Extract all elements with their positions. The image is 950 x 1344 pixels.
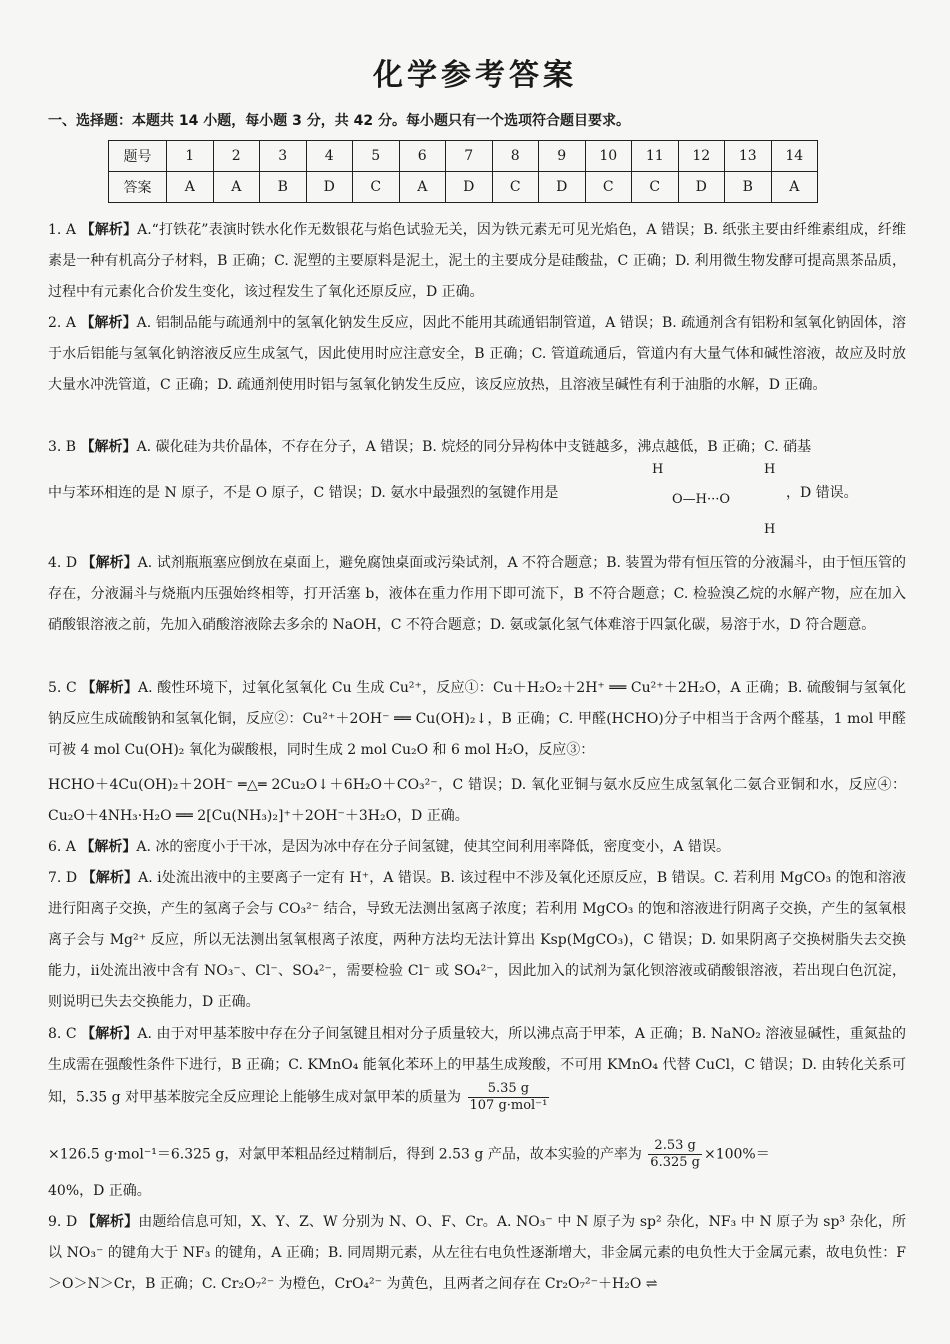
fraction-denominator: 6.325 g	[650, 1155, 700, 1170]
question-number: 5. C	[48, 680, 77, 696]
table-cell: D	[678, 172, 725, 203]
question-number: 7. D	[48, 870, 78, 886]
hydrogen-atom: H	[764, 462, 776, 477]
hydrogen-bond-structure	[650, 462, 780, 542]
analysis-tag: 【解析】	[81, 870, 139, 886]
table-cell: C	[632, 172, 679, 203]
table-cell: A	[213, 172, 260, 203]
explanation-text: A. 由于对甲基苯胺中存在分子间氢键且相对分子质量较大，所以沸点高于甲苯，A 正确；B. NaNO₂ 溶液显碱性，重氮盐的生成需在强酸性条件下进行，B 正确；C. KMnO₄ 能氧化苯环上的甲基生成羧酸，不可用 KMnO₄ 代替 CuCl，C 错误；D. 由转化关系可知，5.35 g 对甲基苯胺完全反应理论上能够生成对氯甲苯的质量为	[48, 1026, 906, 1106]
explanation-text: A. 铝制品能与疏通剂中的氢氧化钠发生反应，因此不能用其疏通铝制管道，A 错误；B. 疏通剂含有铝粉和氢氧化钠固体，溶于水后铝能与氢氧化钠溶液反应生成氢气，因此使用时应注意安全，B 正确；C. 管道疏通后，管道内有大量气体和碱性溶液，故应及时放大量水冲洗管道，C 正确；D. 疏通剂使用时铝与氢氧化钠发生反应，该反应放热，且溶液呈碱性有利于油脂的水解，D 正确。	[48, 315, 906, 393]
fraction-denominator: 107 g·mol⁻¹	[469, 1098, 548, 1113]
question-number: 9. D	[48, 1214, 78, 1230]
table-cell: D	[306, 172, 353, 203]
explanation-q6	[48, 832, 906, 863]
analysis-tag: 【解析】	[81, 555, 138, 571]
table-cell: A	[771, 172, 818, 203]
table-cell: 6	[399, 141, 446, 172]
explanation-text: A. ⅰ处流出液中的主要离子一定有 H⁺，A 错误。B. 该过程中不涉及氧化还原反应，B 错误。C. 若利用 MgCO₃ 的饱和溶液进行阳离子交换，产生的氢离子会与 CO₃²⁻ 结合，导致无法测出氢离子浓度；若利用 MgCO₃ 的饱和溶液进行阴离子交换，产生的氢氧根离子会与 Mg²⁺ 反应，所以无法测出氢氧根离子浓度，两种方法均无法计算出 Ksp(MgCO₃)，C 错误；D. 如果阴离子交换树脂失去交换能力，ⅱ处流出液中含有 NO₃⁻、Cl⁻、SO₄²⁻，需要检验 Cl⁻ 或 SO₄²⁻，因此加入的试剂为氯化钡溶液或硝酸银溶液，若出现白色沉淀，则说明已失去交换能力，D 正确。	[48, 870, 907, 1010]
table-cell: 8	[492, 141, 539, 172]
fraction-mass	[468, 1081, 550, 1114]
analysis-tag: 【解析】	[80, 439, 137, 455]
table-cell: 9	[539, 141, 586, 172]
table-row-numbers	[109, 141, 818, 172]
answer-table	[108, 140, 818, 203]
question-number: 2. A	[48, 315, 76, 331]
question-number: 1. A	[48, 222, 77, 238]
explanation-text: ×126.5 g·mol⁻¹＝6.325 g，对氯甲苯粗品经过精制后，得到 2.53 g 产品，故本实验的产率为	[48, 1146, 642, 1163]
explanation-q3-line2	[48, 478, 648, 509]
explanation-q5	[48, 673, 906, 766]
table-cell: 2	[213, 141, 260, 172]
question-number: 8. C	[48, 1026, 77, 1042]
table-cell: 7	[446, 141, 493, 172]
table-cell: A	[399, 172, 446, 203]
table-cell: D	[446, 172, 493, 203]
explanation-text: ×100%＝	[703, 1146, 770, 1163]
table-cell: 12	[678, 141, 725, 172]
question-number: 3. B	[48, 439, 77, 455]
section-heading: 一、选择题：本题共 14 小题，每小题 3 分，共 42 分。每小题只有一个选项符合题目要求。	[48, 113, 630, 129]
fraction-numerator: 5.35 g	[468, 1081, 550, 1098]
table-cell: C	[353, 172, 400, 203]
explanation-q1	[48, 215, 906, 308]
explanation-q7	[48, 863, 906, 1018]
explanation-text: A. 试剂瓶瓶塞应倒放在桌面上，避免腐蚀桌面或污染试剂，A 不符合题意；B. 装置为带有恒压管的分液漏斗，由于恒压管的存在，分液漏斗与烧瓶内压强始终相等，打开活塞 b，液体在重力作用下即可流下，B 不符合题意；C. 检验溴乙烷的水解产物，应在加入硝酸银溶液之前，先加入硝酸溶液除去多余的 NaOH，C 不符合题意；D. 氨或氯化氢气体难溶于四氯化碳，易溶于水，D 符合题意。	[48, 555, 906, 633]
table-cell: B	[260, 172, 307, 203]
analysis-tag: 【解析】	[80, 222, 138, 238]
question-number: 4. D	[48, 555, 78, 571]
table-cell: 10	[585, 141, 632, 172]
explanation-text: ，D 错误。	[786, 485, 858, 501]
explanation-q5-cont	[48, 770, 906, 832]
table-cell: A	[167, 172, 214, 203]
explanation-text: A.“打铁花”表演时铁水化作无数银花与焰色试验无关，因为铁元素无可见光焰色，A 错误；B. 纸张主要由纤维素组成，纤维素是一种有机高分子材料，B 正确；C. 泥塑的主要原料是泥土，泥土的主要成分是硅酸盐，C 正确；D. 利用微生物发酵可提高黑茶品质，过程中有元素化合价发生变化，该过程发生了氧化还原反应，D 正确。	[48, 222, 907, 300]
explanation-q3	[48, 432, 906, 463]
explanation-text: A. 碳化硅为共价晶体，不存在分子，A 错误；B. 烷烃的同分异构体中支链越多，沸点越低，B 正确；C. 硝基	[136, 439, 812, 455]
fraction-numerator: 2.53 g	[648, 1138, 702, 1155]
analysis-tag: 【解析】	[81, 680, 139, 696]
explanation-q2	[48, 308, 906, 401]
explanation-text: A. 冰的密度小于干冰，是因为冰中存在分子间氢键，使其空间利用率降低，密度变小，A 错误。	[136, 839, 730, 855]
explanation-text: 40%，D 正确。	[48, 1183, 151, 1199]
explanation-text: HCHO＋4Cu(OH)₂＋2OH⁻ ═△═ 2Cu₂O↓＋6H₂O＋CO₃²⁻，C 错误；D. 氧化亚铜与氨水反应生成氢氧化二氨合亚铜和水，反应④：Cu₂O＋4NH₃·H₂O ══ 2[Cu(NH₃)₂]⁺＋2OH⁻＋3H₂O，D 正确。	[48, 777, 906, 824]
table-cell: 3	[260, 141, 307, 172]
explanation-q8-cont	[48, 1138, 906, 1171]
table-cell: 1	[167, 141, 214, 172]
explanation-q9	[48, 1207, 906, 1300]
explanation-text: A. 酸性环境下，过氧化氢氧化 Cu 生成 Cu²⁺，反应①：Cu＋H₂O₂＋2H⁺ ══ Cu²⁺＋2H₂O，A 正确；B. 硫酸铜与氢氧化钠反应生成硫酸钠和氢氧化铜，反应②：Cu²⁺＋2OH⁻ ══ Cu(OH)₂↓，B 正确；C. 甲醛(HCHO)分子中相当于含两个醛基，1 mol 甲醛可被 4 mol Cu(OH)₂ 氧化为碳酸根，同时生成 2 mol Cu₂O 和 6 mol H₂O，反应③：	[48, 680, 906, 758]
explanation-text: 由题给信息可知，X、Y、Z、W 分别为 N、O、F、Cr。A. NO₃⁻ 中 N 原子为 sp² 杂化，NF₃ 中 N 原子为 sp³ 杂化，所以 NO₃⁻ 的键角大于 NF₃ 的键角，A 正确；B. 同周期元素，从左往右电负性逐渐增大，非金属元素的电负性大于金属元素，故电负性：F＞O＞N＞Cr，B 正确；C. Cr₂O₇²⁻ 为橙色，CrO₄²⁻ 为黄色，且两者之间存在 Cr₂O₇²⁻＋H₂O ⇌	[48, 1214, 907, 1292]
table-header-answer: 答案	[109, 172, 167, 203]
analysis-tag: 【解析】	[80, 839, 137, 855]
analysis-tag: 【解析】	[81, 1026, 138, 1042]
table-row-answers	[109, 172, 818, 203]
hydrogen-atom: H	[652, 462, 664, 477]
table-cell: C	[492, 172, 539, 203]
table-cell: 11	[632, 141, 679, 172]
table-cell: C	[585, 172, 632, 203]
question-number: 6. A	[48, 839, 76, 855]
table-header-number: 题号	[109, 141, 167, 172]
table-cell: 13	[725, 141, 772, 172]
explanation-q8-end	[48, 1176, 906, 1207]
hydrogen-atom: H	[764, 522, 776, 537]
analysis-tag: 【解析】	[81, 1214, 139, 1230]
table-cell: 5	[353, 141, 400, 172]
table-cell: D	[539, 172, 586, 203]
table-cell: B	[725, 172, 772, 203]
explanation-q8	[48, 1019, 906, 1114]
explanation-q3-end	[786, 478, 906, 509]
explanation-q4	[48, 548, 906, 641]
analysis-tag: 【解析】	[80, 315, 137, 331]
table-cell: 4	[306, 141, 353, 172]
page-title: 化学参考答案	[373, 58, 577, 93]
bond-chain: O—H···O	[672, 492, 731, 507]
table-cell: 14	[771, 141, 818, 172]
explanation-text: 中与苯环相连的是 N 原子，不是 O 原子，C 错误；D. 氨水中最强烈的氢键作用是	[48, 485, 559, 501]
fraction-yield	[648, 1138, 702, 1171]
